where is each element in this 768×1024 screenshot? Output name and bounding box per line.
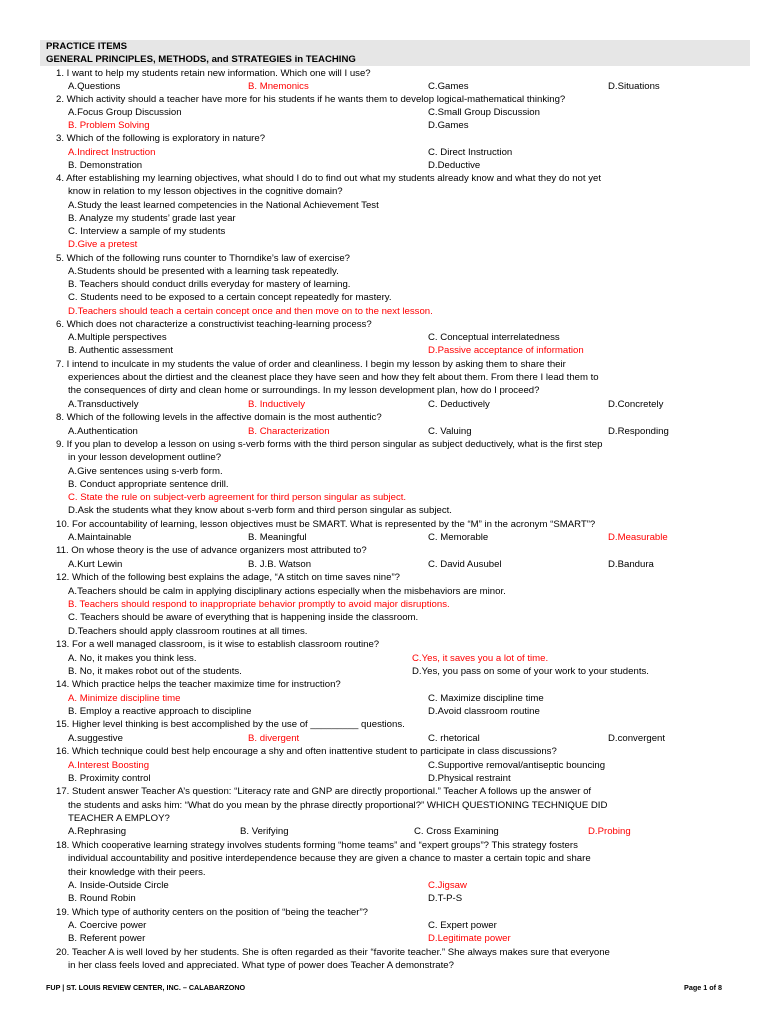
answer-text: D.Legitimate power: [428, 933, 511, 944]
option-text: D.Avoid classroom routine: [428, 706, 540, 717]
option-text: B. Teachers should conduct drills everyday for mastery of learning.: [68, 279, 351, 290]
option-text: the students and asks him: “What do you mean by the phrase directly proportional?” WHICH QUESTIONING TECHNIQUE DID: [68, 800, 608, 811]
answer-text: D.Probing: [588, 826, 631, 837]
answer-text: D.Passive acceptance of information: [428, 345, 584, 356]
option-text: C. Direct Instruction: [428, 147, 513, 158]
option-text: A.Authentication: [68, 426, 138, 437]
question-text: 16. Which technique could best help encourage a shy and often inattentive student to participate in class discussions?: [56, 746, 557, 757]
answer-text: D.Give a pretest: [68, 239, 138, 250]
option-text: A. Coercive power: [68, 920, 147, 931]
answer-text: C. State the rule on subject-verb agreement for third person singular as subject.: [68, 492, 407, 503]
answer-text: B. divergent: [248, 733, 300, 744]
question-text: 11. On whose theory is the use of advance organizers most attributed to?: [56, 545, 367, 556]
question-text: 8. Which of the following levels in the affective domain is the most authentic?: [56, 412, 382, 423]
option-text: in her class feels loved and appreciated. What type of power does Teacher A demonstrate?: [68, 960, 454, 971]
option-text: D.Responding: [608, 426, 669, 437]
option-text: D.Bandura: [608, 559, 654, 570]
option-text: B. Analyze my students’ grade last year: [68, 213, 236, 224]
question-text: 5. Which of the following runs counter to Thorndike’s law of exercise?: [56, 253, 351, 264]
document-subtitle: GENERAL PRINCIPLES, METHODS, and STRATEGIES in TEACHING: [46, 54, 356, 65]
question-text: 20. Teacher A is well loved by her students. She is often regarded as their “favorite teacher.” She always makes sure that everyone: [56, 947, 610, 958]
option-text: A.Kurt Lewin: [68, 559, 123, 570]
option-text: C. Deductively: [428, 399, 490, 410]
question-text: 18. Which cooperative learning strategy involves students forming “home teams” and “expert groups”? This strategy fosters: [56, 840, 578, 851]
option-text: D.Deductive: [428, 160, 481, 171]
option-text: C. rhetorical: [428, 733, 480, 744]
answer-text: C.Jigsaw: [428, 880, 467, 891]
answer-text: B. Mnemonics: [248, 81, 309, 92]
option-text: A.Questions: [68, 81, 121, 92]
option-text: C. Students need to be exposed to a certain concept repeatedly for mastery.: [68, 292, 392, 303]
answer-text: C.Yes, it saves you a lot of time.: [412, 653, 549, 664]
option-text: their knowledge with their peers.: [68, 867, 206, 878]
question-text: 3. Which of the following is exploratory in nature?: [56, 133, 266, 144]
option-text: D.Teachers should apply classroom routines at all times.: [68, 626, 308, 637]
option-text: D.convergent: [608, 733, 666, 744]
option-text: D.Yes, you pass on some of your work to your students.: [412, 666, 649, 677]
option-text: B. Verifying: [240, 826, 289, 837]
question-text: 19. Which type of authority centers on the position of “being the teacher”?: [56, 907, 368, 918]
footer-org: FUP | ST. LOUIS REVIEW CENTER, INC. – CALABARZONO: [46, 983, 246, 992]
page-footer: [0, 983, 768, 999]
header-band: [40, 40, 750, 53]
answer-text: D.Measurable: [608, 532, 668, 543]
option-text: know in relation to my lesson objectives in the cognitive domain?: [68, 186, 343, 197]
question-text: 2. Which activity should a teacher have more for his students if he wants them to develop logical-mathematical thinking?: [56, 94, 566, 105]
option-text: A.Transductively: [68, 399, 139, 410]
option-text: C. Teachers should be aware of everything that is happening inside the classroom.: [68, 612, 419, 623]
option-text: A.Focus Group Discussion: [68, 107, 182, 118]
option-text: the consequences of dirty and clean home or surroundings. In my lesson development plan, how do I proceed?: [68, 385, 540, 396]
option-text: C. Maximize discipline time: [428, 693, 544, 704]
option-text: A.Give sentences using s-verb form.: [68, 466, 223, 477]
option-text: B. Authentic assessment: [68, 345, 174, 356]
option-text: A.Multiple perspectives: [68, 332, 167, 343]
option-text: D.T-P-S: [428, 893, 463, 904]
option-text: A.Maintainable: [68, 532, 132, 543]
question-text: 12. Which of the following best explains the adage, “A stitch on time saves nine”?: [56, 572, 400, 583]
option-text: C. Conceptual interrelatedness: [428, 332, 560, 343]
question-text: 17. Student answer Teacher A’s question: “Literacy rate and GNP are directly proportional.” Teacher A follows up the answer of: [56, 786, 592, 797]
question-text: 6. Which does not characterize a constructivist teaching-learning process?: [56, 319, 372, 330]
option-text: D.Situations: [608, 81, 660, 92]
option-text: experiences about the dirtiest and the cleanest place they have seen and how they felt about them. From there I lead them to: [68, 372, 599, 383]
question-text: 14. Which practice helps the teacher maximize time for instruction?: [56, 679, 341, 690]
answer-text: B. Characterization: [248, 426, 330, 437]
option-text: A.Rephrasing: [68, 826, 127, 837]
option-text: C.Supportive removal/antiseptic bouncing: [428, 760, 606, 771]
option-text: individual accountability and positive interdependence because they are given a chance to master a certain topic and share: [68, 853, 591, 864]
option-text: B. No, it makes robot out of the students.: [68, 666, 242, 677]
question-text: 13. For a well managed classroom, is it wise to establish classroom routine?: [56, 639, 380, 650]
option-text: B. Employ a reactive approach to discipline: [68, 706, 252, 717]
option-text: B. Proximity control: [68, 773, 151, 784]
option-text: D.Games: [428, 120, 469, 131]
option-text: A. No, it makes you think less.: [68, 653, 197, 664]
option-text: in your lesson development outline?: [68, 452, 222, 463]
option-text: A.suggestive: [68, 733, 123, 744]
answer-text: D.Teachers should teach a certain concept once and then move on to the next lesson.: [68, 306, 433, 317]
option-text: A.Teachers should be calm in applying disciplinary actions especially when the misbehaviors are minor.: [68, 586, 506, 597]
page-number: Page 1 of 8: [684, 983, 722, 992]
question-text: 9. If you plan to develop a lesson on using s-verb forms with the third person singular as subject deductively, what is the first step: [56, 439, 603, 450]
option-text: C. Valuing: [428, 426, 472, 437]
option-text: C.Small Group Discussion: [428, 107, 540, 118]
option-text: A.Study the least learned competencies in the National Achievement Test: [68, 200, 379, 211]
option-text: D.Ask the students what they know about s-verb form and third person singular as subject.: [68, 505, 452, 516]
option-text: C. Cross Examining: [414, 826, 499, 837]
document-title: PRACTICE ITEMS: [46, 41, 128, 52]
question-text: 15. Higher level thinking is best accomplished by the use of _________ questions.: [56, 719, 405, 730]
option-text: C. Expert power: [428, 920, 497, 931]
answer-text: B. Problem Solving: [68, 120, 150, 131]
option-text: C. Interview a sample of my students: [68, 226, 226, 237]
option-text: B. Referent power: [68, 933, 146, 944]
option-text: B. Meaningful: [248, 532, 307, 543]
question-text: 4. After establishing my learning objectives, what should I do to find out what my students already know and what they do not yet: [56, 173, 602, 184]
option-text: C. David Ausubel: [428, 559, 502, 570]
question-text: 10. For accountability of learning, lesson objectives must be SMART. What is represented by the “M” in the acronym “SMART”?: [56, 519, 596, 530]
answer-text: A.Interest Boosting: [68, 760, 150, 771]
question-text: 7. I intend to inculcate in my students the value of order and cleanliness. I begin my lesson by asking them to share their: [56, 359, 566, 370]
option-text: D.Physical restraint: [428, 773, 511, 784]
question-text: 1. I want to help my students retain new information. Which one will I use?: [56, 68, 371, 79]
option-text: C. Memorable: [428, 532, 489, 543]
answer-text: B. Teachers should respond to inappropriate behavior promptly to avoid major disruptions.: [68, 599, 450, 610]
option-text: B. Conduct appropriate sentence drill.: [68, 479, 229, 490]
option-text: A.Students should be presented with a learning task repeatedly.: [68, 266, 339, 277]
option-text: D.Concretely: [608, 399, 664, 410]
option-text: TEACHER A EMPLOY?: [68, 813, 170, 824]
option-text: A. Inside-Outside Circle: [68, 880, 169, 891]
option-text: B. J.B. Watson: [248, 559, 312, 570]
option-text: B. Round Robin: [68, 893, 136, 904]
answer-text: A. Minimize discipline time: [68, 693, 181, 704]
option-text: C.Games: [428, 81, 469, 92]
answer-text: B. Inductively: [248, 399, 306, 410]
answer-text: A.Indirect Instruction: [68, 147, 156, 158]
option-text: B. Demonstration: [68, 160, 143, 171]
